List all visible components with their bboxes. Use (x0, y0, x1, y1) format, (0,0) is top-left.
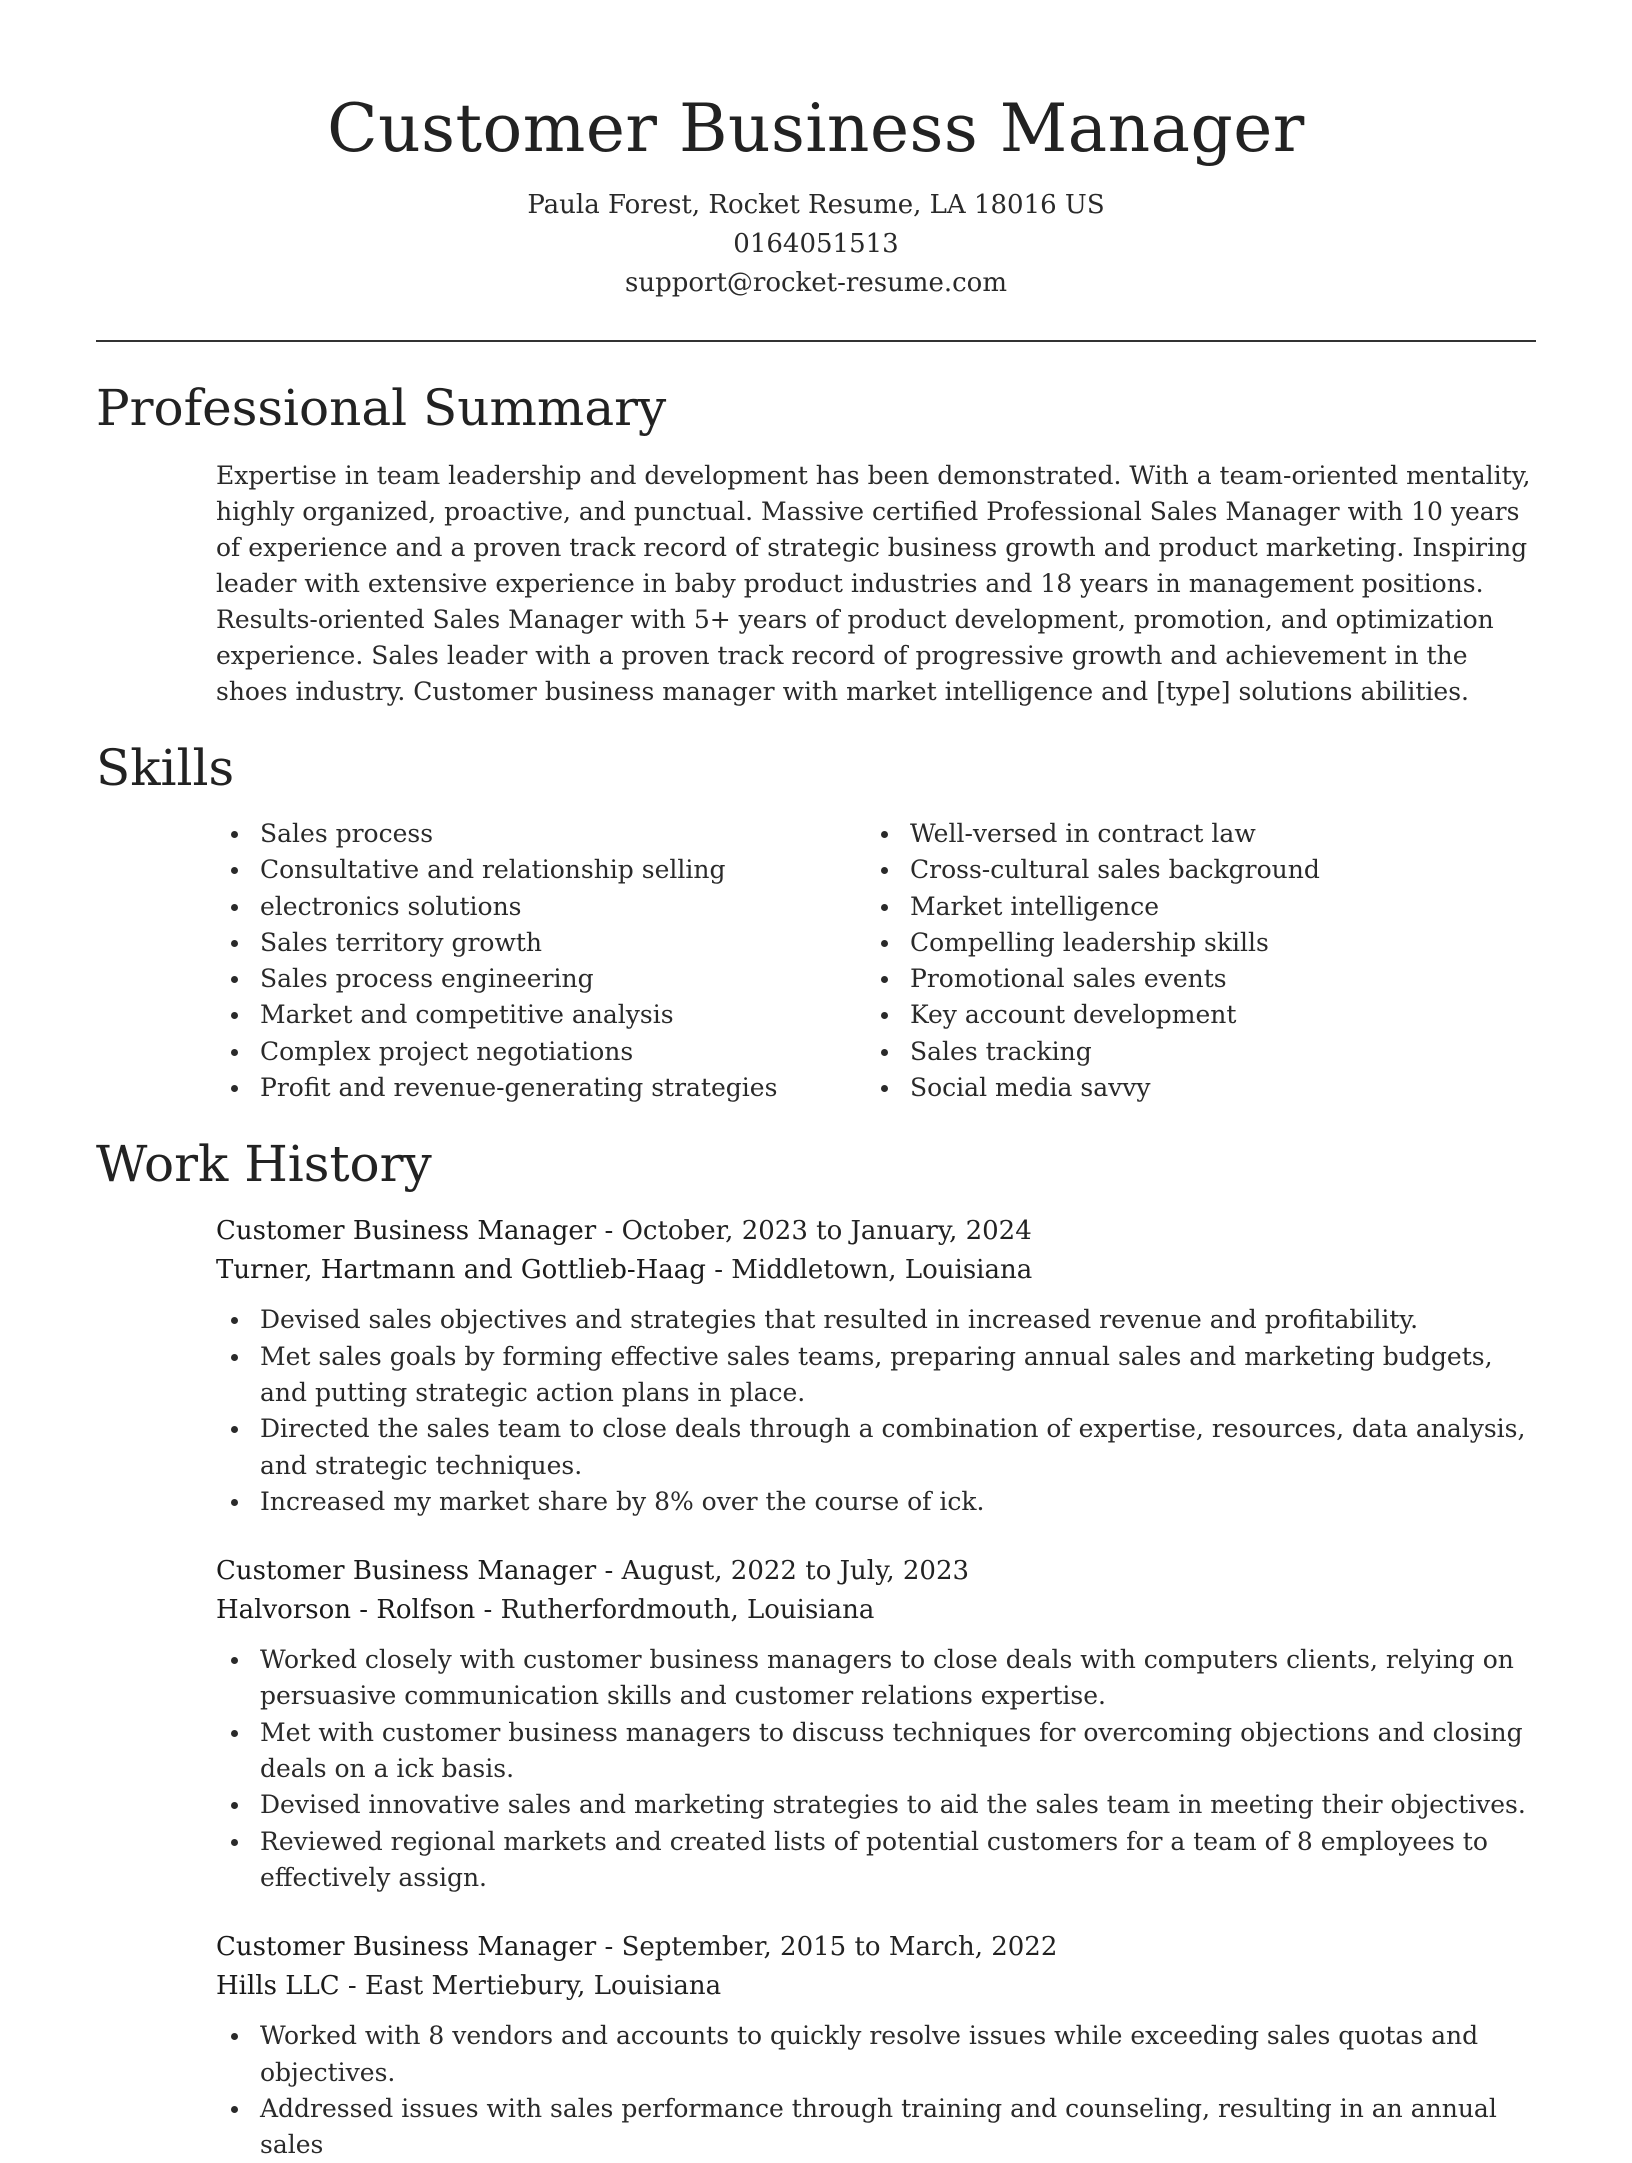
work-history-heading: Work History (96, 1135, 432, 1194)
job-bullet: Devised sales objectives and strategies that resulted in increased revenue and profitability. (216, 1302, 1536, 1338)
job-bullets (216, 2018, 1536, 2163)
job-dates: August, 2022 to July, 2023 (621, 1556, 970, 1587)
job-title-line: Customer Business Manager - October, 2023 to January, 2024 (216, 1216, 1032, 1247)
job-bullet: Worked with 8 vendors and accounts to quickly resolve issues while exceeding sales quotas and objectives. (216, 2018, 1536, 2091)
skills-column-right (866, 816, 1516, 1106)
skill-item: electronics solutions (216, 889, 866, 925)
job-company-line: Halvorson - Rolfson - Rutherfordmouth, Louisiana (216, 1595, 875, 1626)
job-bullet: Met sales goals by forming effective sales teams, preparing annual sales and marketing budgets, and putting strategic action plans in place. (216, 1339, 1536, 1412)
job-bullet: Increased my market share by 8% over the course of ick. (216, 1484, 1536, 1520)
skill-item: Consultative and relationship selling (216, 852, 866, 888)
job-title: Customer Business Manager (216, 1216, 597, 1247)
skill-item: Promotional sales events (866, 961, 1516, 997)
header-divider (96, 340, 1536, 342)
job-dates: September, 2015 to March, 2022 (621, 1932, 1058, 1963)
job-entry (216, 1552, 1536, 1896)
job-company: Halvorson - Rolfson (216, 1595, 476, 1626)
job-location: East Mertiebury, Louisiana (364, 1971, 722, 2002)
skill-item: Sales tracking (866, 1034, 1516, 1070)
job-dates: October, 2023 to January, 2024 (621, 1216, 1032, 1247)
skill-item: Key account development (866, 997, 1516, 1033)
skills-column-left (216, 816, 866, 1106)
contact-address: Paula Forest, Rocket Resume, LA 18016 US (527, 190, 1105, 220)
job-location: Rutherfordmouth, Louisiana (500, 1595, 875, 1626)
skills-list (216, 816, 1536, 1106)
skill-item: Sales process (216, 816, 866, 852)
skill-item: Complex project negotiations (216, 1034, 866, 1070)
skill-item: Compelling leadership skills (866, 925, 1516, 961)
job-entry (216, 1212, 1536, 1520)
resume-title: Customer Business Manager (327, 90, 1305, 167)
job-title: Customer Business Manager (216, 1932, 597, 1963)
contact-email: support@rocket-resume.com (624, 268, 1007, 298)
skill-item: Market intelligence (866, 889, 1516, 925)
skills-heading: Skills (96, 739, 235, 797)
job-location: Middletown, Louisiana (731, 1255, 1033, 1286)
skill-item: Social media savvy (866, 1070, 1516, 1106)
resume-page (96, 0, 1536, 2163)
job-title: Customer Business Manager (216, 1556, 597, 1587)
job-bullets (216, 1642, 1536, 1896)
skill-item: Market and competitive analysis (216, 997, 866, 1033)
skill-item: Cross-cultural sales background (866, 852, 1516, 888)
job-company: Hills LLC (216, 1971, 340, 2002)
job-bullets (216, 1302, 1536, 1520)
summary-text: Expertise in team leadership and development has been demonstrated. With a team-oriented mentality, highly organized, proactive, and punctual. Massive certified Professional Sales Manager with 10 years of experience and a proven track record of strategic business growth and product marketing. Inspiring leader with extensive experience in baby product industries and 18 years in management positions. Results-oriented Sales Manager with 5+ years of product development, promotion, and optimization experience. Sales leader with a proven track record of progressive growth and achievement in the shoes industry. Customer business manager with market intelligence and [type] solutions abilities. (216, 461, 1531, 706)
job-title-line: Customer Business Manager - August, 2022 to July, 2023 (216, 1556, 970, 1587)
skill-item: Sales territory growth (216, 925, 866, 961)
skill-item: Profit and revenue-generating strategies (216, 1070, 866, 1106)
job-bullet: Worked closely with customer business managers to close deals with computers clients, relying on persuasive communication skills and customer relations expertise. (216, 1642, 1536, 1715)
job-bullet: Devised innovative sales and marketing strategies to aid the sales team in meeting their objectives. (216, 1787, 1536, 1823)
job-bullet: Reviewed regional markets and created lists of potential customers for a team of 8 employees to effectively assign. (216, 1824, 1536, 1897)
job-bullet: Addressed issues with sales performance through training and counseling, resulting in an annual sales (216, 2091, 1536, 2163)
job-entry (216, 1928, 1536, 2163)
job-bullet: Met with customer business managers to discuss techniques for overcoming objections and closing deals on a ick basis. (216, 1715, 1536, 1788)
job-bullet: Directed the sales team to close deals through a combination of expertise, resources, data analysis, and strategic techniques. (216, 1411, 1536, 1484)
summary-heading: Professional Summary (96, 379, 667, 437)
contact-block (96, 186, 1536, 303)
job-company-line: Hills LLC - East Mertiebury, Louisiana (216, 1971, 722, 2002)
job-title-line: Customer Business Manager - September, 2015 to March, 2022 (216, 1932, 1058, 1963)
contact-phone: 0164051513 (733, 229, 899, 259)
job-company-line: Turner, Hartmann and Gottlieb-Haag - Middletown, Louisiana (216, 1255, 1033, 1286)
job-company: Turner, Hartmann and Gottlieb-Haag (216, 1255, 706, 1286)
skill-item: Sales process engineering (216, 961, 866, 997)
skill-item: Well-versed in contract law (866, 816, 1516, 852)
